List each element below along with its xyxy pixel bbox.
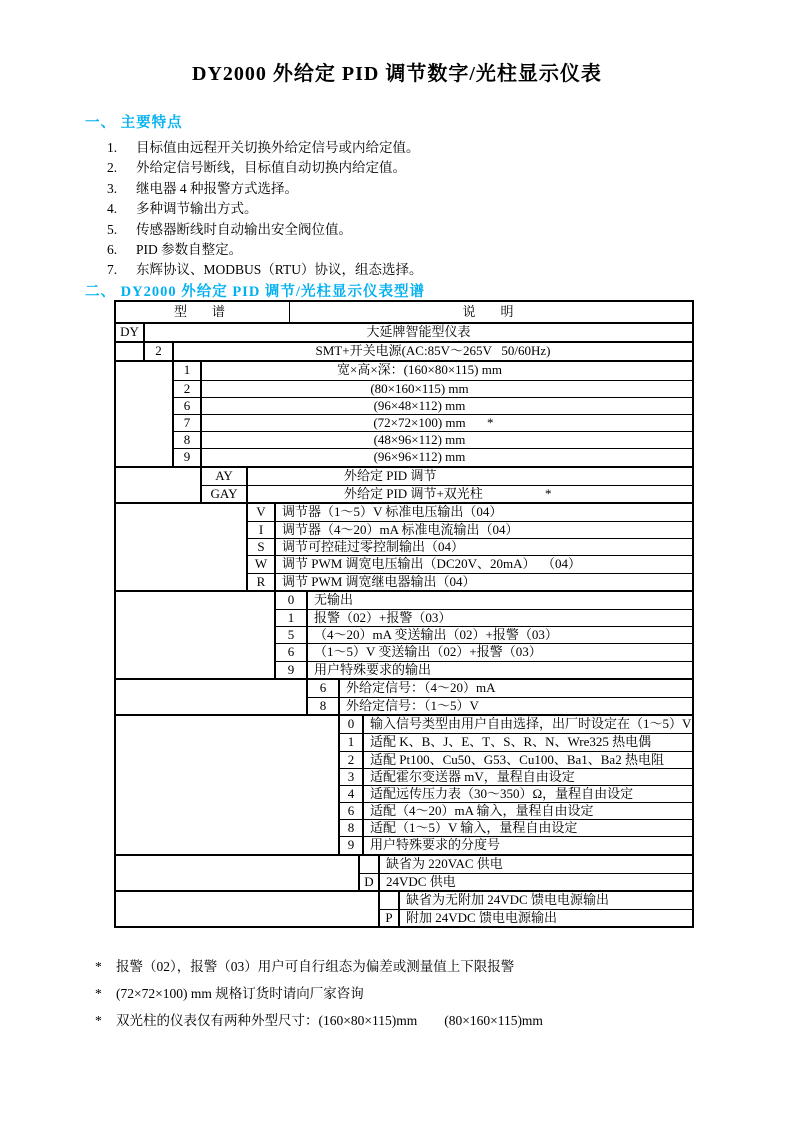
table-row bbox=[174, 397, 692, 414]
merged-blank-cell bbox=[116, 680, 308, 714]
table-group-aux-output bbox=[116, 590, 692, 678]
section-1-heading: 一、 主要特点 bbox=[85, 115, 183, 131]
table-row bbox=[380, 909, 692, 926]
table-row bbox=[340, 733, 692, 750]
model-code-cell: 4 bbox=[340, 786, 364, 802]
footnote bbox=[95, 1011, 543, 1038]
footnote-star-mark: * bbox=[545, 485, 552, 501]
list-item bbox=[107, 179, 422, 199]
merged-blank-cell bbox=[116, 592, 276, 678]
table-row bbox=[308, 697, 692, 714]
footnote-star-mark: * bbox=[487, 414, 494, 430]
table-row bbox=[360, 856, 692, 873]
table-row bbox=[202, 485, 692, 502]
page-title: DY2000 外给定 PID 调节数字/光柱显示仪表 bbox=[192, 63, 602, 85]
table-header-desc: 说 明 bbox=[462, 304, 520, 319]
model-desc-cell: 宽×高×深：(160×80×115) mm bbox=[337, 362, 502, 378]
model-desc-cell: 24VDC 供电 bbox=[386, 873, 456, 889]
model-desc-cell: 缺省为无附加 24VDC 馈电电源输出 bbox=[406, 892, 609, 907]
table-group-input-type bbox=[116, 714, 692, 854]
footnote-star-mark: * bbox=[95, 959, 102, 974]
list-item-number: 3. bbox=[107, 180, 118, 196]
model-code-cell: GAY bbox=[202, 486, 248, 502]
model-code-cell: 2 bbox=[340, 752, 364, 768]
model-code-cell: 2 bbox=[174, 381, 202, 397]
footnote-list bbox=[95, 957, 543, 1038]
list-item-number: 2. bbox=[107, 160, 118, 176]
merged-blank-cell bbox=[116, 343, 145, 360]
model-desc-cell: 适配 Pt100、Cu50、G53、Cu100、Ba1、Ba2 热电阻 bbox=[370, 751, 664, 767]
model-desc-cell: 外给定信号：（4～20）mA bbox=[346, 679, 496, 695]
model-desc-cell: SMT+开关电源(AC:85V～265V 50/60Hz) bbox=[315, 343, 551, 359]
model-code-cell: AY bbox=[202, 468, 248, 485]
footnote-text: (72×72×100) mm 规格订货时请向厂家咨询 bbox=[116, 986, 364, 1001]
model-desc-cell: 外给定 PID 调节 bbox=[344, 467, 437, 483]
model-desc-cell: 输入信号类型由用户自由选择，出厂时设定在（1～5）V bbox=[370, 716, 692, 732]
model-desc-cell: (48×96×112) mm bbox=[373, 432, 466, 448]
model-desc-cell bbox=[248, 486, 692, 502]
table-row bbox=[248, 538, 692, 555]
table-row bbox=[276, 643, 692, 660]
model-desc-text: (72×72×100) mm bbox=[373, 414, 466, 430]
table-row bbox=[248, 573, 692, 590]
table-row bbox=[276, 661, 692, 678]
table-row bbox=[360, 873, 692, 890]
model-code-cell: 3 bbox=[340, 769, 364, 785]
model-code-cell: I bbox=[248, 522, 276, 538]
model-code-cell: 6 bbox=[340, 803, 364, 819]
table-row bbox=[202, 468, 692, 485]
footnote-text: 报警（02），报警（03）用户可自行组态为偏差或测量值上下限报警 bbox=[116, 959, 515, 974]
model-code-cell: 9 bbox=[174, 449, 202, 465]
model-code-cell: V bbox=[248, 504, 276, 521]
model-desc-cell: 适配远传压力表（30～350）Ω，量程自由设定 bbox=[370, 785, 634, 801]
table-row bbox=[380, 892, 692, 909]
model-code-cell: 9 bbox=[340, 837, 364, 853]
model-desc-cell: 无输出 bbox=[314, 591, 354, 607]
model-code-cell: 1 bbox=[340, 734, 364, 750]
model-desc-cell: （4～20）mA 变送输出（02）+报警（03） bbox=[314, 627, 558, 643]
list-item bbox=[107, 158, 422, 178]
model-code-cell: R bbox=[248, 574, 276, 590]
merged-blank-cell bbox=[116, 716, 340, 854]
footnote-star-mark: * bbox=[95, 986, 102, 1001]
list-item-number: 7. bbox=[107, 262, 118, 278]
footnote bbox=[95, 957, 543, 984]
list-item-number: 4. bbox=[107, 201, 118, 217]
table-group-regulation-output bbox=[116, 502, 692, 590]
model-desc-cell: 调节器（4～20）mA 标准电流输出（04） bbox=[282, 522, 519, 538]
model-desc-cell: 大延牌智能型仪表 bbox=[366, 324, 471, 339]
footnote bbox=[95, 984, 543, 1011]
model-code-cell: 0 bbox=[340, 716, 364, 733]
list-item bbox=[107, 240, 422, 260]
model-code-cell: S bbox=[248, 539, 276, 555]
model-desc-cell: 外给定信号：（1～5）V bbox=[346, 697, 479, 713]
table-row bbox=[276, 592, 692, 609]
table-row bbox=[174, 431, 692, 448]
table-row bbox=[174, 380, 692, 397]
list-item-text: 多种调节输出方式。 bbox=[136, 201, 258, 217]
model-code-cell: 9 bbox=[276, 662, 308, 678]
list-item bbox=[107, 260, 422, 280]
list-item-number: 1. bbox=[107, 140, 118, 155]
table-row bbox=[340, 751, 692, 768]
model-desc-cell: 用户特殊要求的分度号 bbox=[370, 837, 501, 853]
model-desc-cell: (80×160×115) mm bbox=[370, 380, 469, 396]
list-item bbox=[107, 199, 422, 219]
list-item bbox=[107, 138, 422, 158]
table-row bbox=[276, 609, 692, 626]
list-item-text: 东辉协议、MODBUS（RTU）协议，组态选择。 bbox=[136, 262, 423, 278]
list-item bbox=[107, 220, 422, 240]
model-code-cell bbox=[380, 892, 400, 909]
table-row bbox=[174, 362, 692, 379]
list-item-text: 传感器断线时自动输出安全阀位值。 bbox=[136, 221, 352, 237]
table-group-power-type bbox=[116, 341, 692, 360]
model-code-cell bbox=[360, 856, 380, 873]
model-code-cell: 5 bbox=[276, 627, 308, 643]
model-desc-cell: 报警（02）+报警（03） bbox=[314, 610, 452, 625]
model-code-cell: 6 bbox=[276, 644, 308, 660]
merged-blank-cell bbox=[116, 468, 202, 502]
table-row bbox=[248, 521, 692, 538]
table-row bbox=[340, 802, 692, 819]
model-desc-cell: 调节 PWM 调宽电压输出（DC20V、20mA） （04） bbox=[282, 556, 582, 572]
model-desc-cell: 适配霍尔变送器 mV，量程自由设定 bbox=[370, 768, 575, 784]
table-row bbox=[174, 448, 692, 465]
list-item-number: 5. bbox=[107, 221, 118, 237]
merged-blank-cell bbox=[116, 504, 248, 590]
merged-blank-cell bbox=[116, 856, 360, 890]
model-desc-cell: 适配 K、B、J、E、T、S、R、N、Wre325 热电偶 bbox=[370, 734, 652, 750]
model-code-cell: W bbox=[248, 556, 276, 572]
table-row bbox=[340, 819, 692, 836]
list-item-number: 6. bbox=[107, 241, 118, 257]
table-header-model: 型 谱 bbox=[116, 302, 290, 322]
model-desc-cell: 缺省为 220VAC 供电 bbox=[386, 855, 503, 871]
model-desc-cell: 适配（4～20）mA 输入，量程自由设定 bbox=[370, 803, 594, 819]
table-row bbox=[340, 785, 692, 802]
table-row bbox=[340, 836, 692, 853]
model-code-cell: 8 bbox=[308, 698, 340, 714]
list-item-text: 外给定信号断线，目标值自动切换内给定值。 bbox=[136, 160, 406, 176]
model-desc-cell: (96×96×112) mm bbox=[373, 449, 466, 465]
table-row bbox=[276, 626, 692, 643]
table-group-external-signal bbox=[116, 678, 692, 714]
table-group-function bbox=[116, 466, 692, 502]
model-desc-cell: 调节器（1～5）V 标准电压输出（04） bbox=[282, 503, 503, 519]
model-desc-cell: 调节 PWM 调宽继电器输出（04） bbox=[282, 573, 476, 589]
model-desc-cell: 适配（1～5）V 输入，量程自由设定 bbox=[370, 820, 578, 836]
model-spectrum-table bbox=[114, 300, 694, 928]
model-desc-cell: 附加 24VDC 馈电电源输出 bbox=[406, 910, 557, 926]
model-desc-cell bbox=[202, 415, 692, 431]
model-desc-cell: (96×48×112) mm bbox=[373, 397, 466, 413]
merged-blank-cell bbox=[116, 362, 174, 465]
footnote-star-mark: * bbox=[95, 1013, 102, 1028]
table-group-supply bbox=[116, 854, 692, 890]
table-row bbox=[248, 555, 692, 572]
model-code-cell: 8 bbox=[174, 432, 202, 448]
table-group-case-size bbox=[116, 360, 692, 465]
list-item-text: 目标值由远程开关切换外给定信号或内给定值。 bbox=[136, 140, 420, 155]
model-code-cell: 7 bbox=[174, 415, 202, 431]
model-code-cell: 8 bbox=[340, 820, 364, 836]
table-row bbox=[308, 680, 692, 697]
model-code-cell: D bbox=[360, 874, 380, 890]
table-row bbox=[340, 768, 692, 785]
list-item-text: 继电器 4 种报警方式选择。 bbox=[136, 180, 298, 196]
table-row bbox=[116, 324, 692, 341]
section-2-heading: 二、 DY2000 外给定 PID 调节/光柱显示仪表型谱 bbox=[85, 284, 425, 300]
model-desc-cell: 用户特殊要求的输出 bbox=[314, 661, 432, 677]
model-desc-cell: （1～5）V 变送输出（02）+报警（03） bbox=[314, 644, 542, 660]
model-code-cell: 1 bbox=[276, 610, 308, 626]
table-group-brand bbox=[116, 322, 692, 341]
table-row bbox=[248, 504, 692, 521]
model-code-cell: 2 bbox=[145, 343, 174, 360]
model-code-cell: 6 bbox=[308, 680, 340, 697]
feature-list bbox=[107, 138, 422, 281]
model-desc-cell: 调节可控硅过零控制输出（04） bbox=[282, 539, 465, 555]
table-row bbox=[145, 343, 692, 360]
model-code-cell: 6 bbox=[174, 398, 202, 414]
model-code-cell: DY bbox=[116, 324, 145, 341]
table-row bbox=[174, 414, 692, 431]
model-code-cell: P bbox=[380, 910, 400, 926]
table-row bbox=[340, 716, 692, 733]
model-code-cell: 0 bbox=[276, 592, 308, 609]
merged-blank-cell bbox=[116, 892, 380, 926]
model-code-cell: 1 bbox=[174, 362, 202, 379]
table-group-feed-power bbox=[116, 890, 692, 926]
footnote-text: 双光柱的仪表仅有两种外型尺寸：(160×80×115)mm (80×160×115)mm bbox=[116, 1013, 543, 1028]
table-header-row bbox=[116, 302, 692, 322]
list-item-text: PID 参数自整定。 bbox=[136, 241, 243, 257]
model-desc-text: 外给定 PID 调节+双光柱 bbox=[344, 485, 483, 501]
